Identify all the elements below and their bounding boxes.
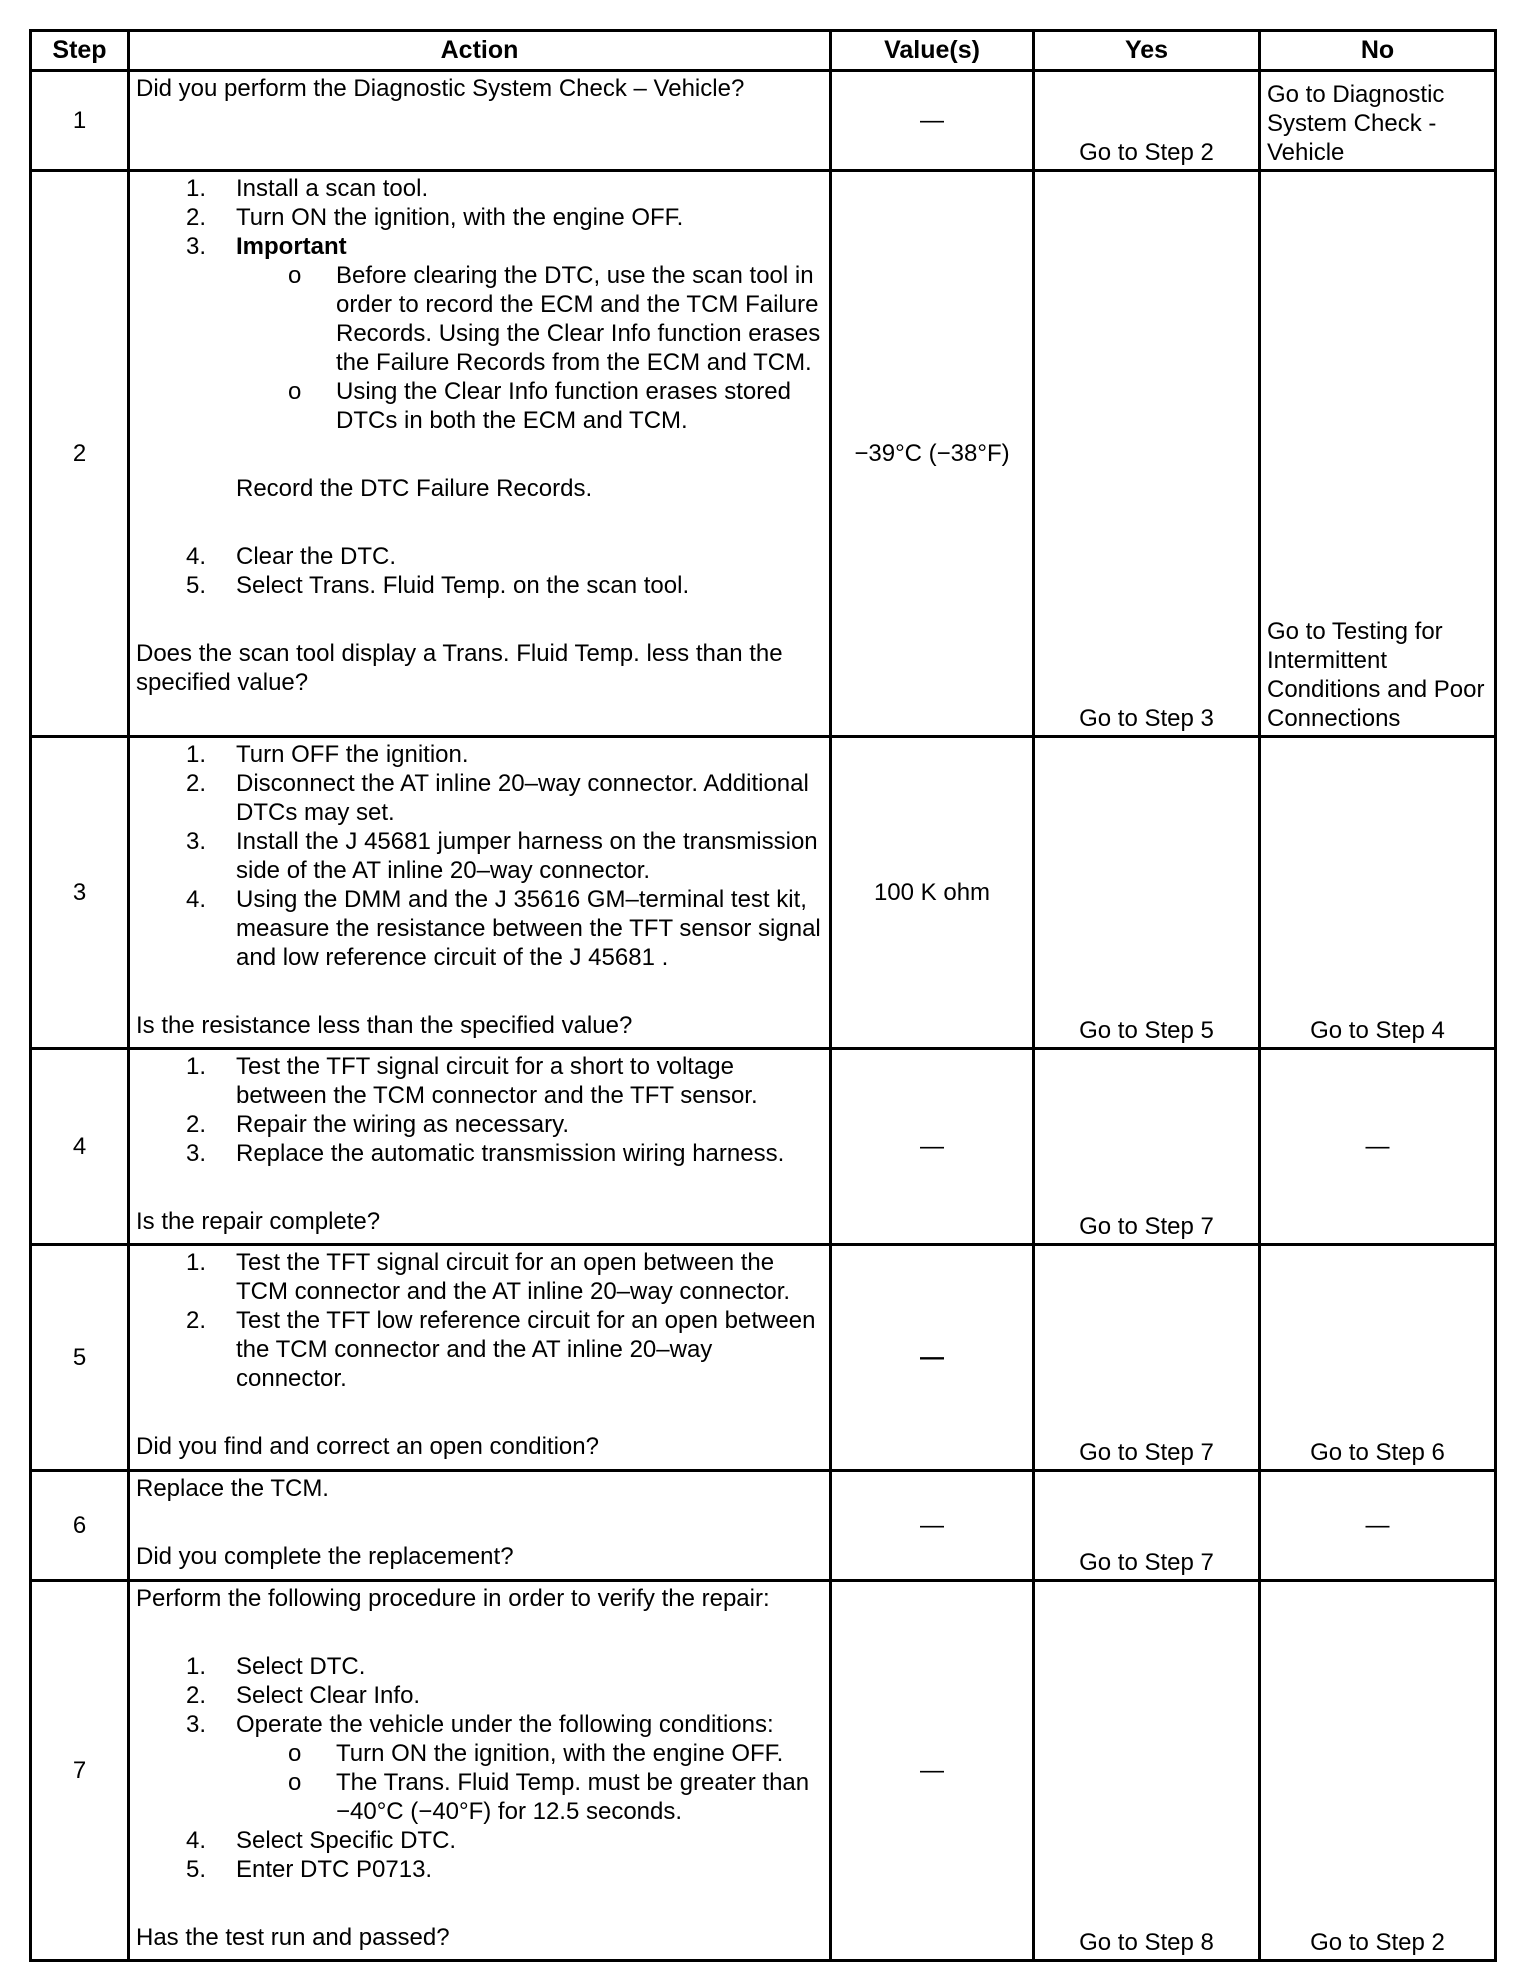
table-row bbox=[31, 71, 1496, 171]
no-text: Go to Diagnostic System Check - Vehicle bbox=[1267, 81, 1445, 166]
item-text: Disconnect the AT inline 20–way connector. Additional DTCs may set. bbox=[236, 770, 809, 826]
item-number: 2. bbox=[186, 1682, 207, 1709]
procedure-list bbox=[136, 1248, 823, 1393]
item-number: 2. bbox=[186, 204, 207, 231]
action-intro: Replace the TCM. bbox=[136, 1475, 329, 1502]
header-action: Action bbox=[129, 31, 831, 71]
value-cell: — bbox=[831, 1581, 1034, 1961]
list-item bbox=[136, 769, 823, 827]
yes-text: Go to Step 3 bbox=[1079, 705, 1214, 732]
list-item bbox=[136, 1710, 823, 1826]
sub-text: Before clearing the DTC, use the scan tool in order to record the ECM and the TCM Failure Records. Using the Clear Info function erases the Failure Records from the ECM and TCM. bbox=[336, 262, 821, 376]
yes-text: Go to Step 7 bbox=[1079, 1439, 1214, 1466]
item-number: 1. bbox=[186, 175, 207, 202]
yes-cell bbox=[1034, 1245, 1260, 1471]
list-item bbox=[136, 1855, 823, 1884]
sub-text: Turn ON the ignition, with the engine OFF. bbox=[336, 1740, 784, 1767]
sub-item bbox=[136, 377, 823, 435]
item-text: Turn ON the ignition, with the engine OFF. bbox=[236, 204, 684, 231]
bullet-icon: o bbox=[288, 262, 302, 289]
no-text: Go to Testing for Intermittent Conditions and Poor Connections bbox=[1267, 618, 1485, 732]
no-cell bbox=[1260, 1581, 1496, 1961]
yes-text: Go to Step 8 bbox=[1079, 1929, 1214, 1956]
action-cell bbox=[129, 171, 831, 737]
yes-cell bbox=[1034, 1581, 1260, 1961]
action-cell bbox=[129, 737, 831, 1049]
action-question: Is the resistance less than the specified value? bbox=[136, 1012, 633, 1039]
list-item bbox=[136, 1826, 823, 1855]
sub-item bbox=[136, 1739, 823, 1768]
step-number: 1 bbox=[31, 71, 129, 171]
item-text: Turn OFF the ignition. bbox=[236, 741, 469, 768]
bullet-icon: o bbox=[288, 1769, 302, 1796]
no-cell: — bbox=[1260, 1049, 1496, 1245]
no-text: Go to Step 2 bbox=[1310, 1929, 1445, 1956]
procedure-list bbox=[136, 174, 823, 435]
list-item bbox=[136, 1139, 823, 1168]
step-number: 3 bbox=[31, 737, 129, 1049]
yes-cell bbox=[1034, 1049, 1260, 1245]
sub-list bbox=[136, 261, 823, 435]
list-item bbox=[136, 542, 823, 571]
item-text: Clear the DTC. bbox=[236, 543, 397, 570]
procedure-list bbox=[136, 740, 823, 972]
yes-cell bbox=[1034, 1471, 1260, 1581]
item-number: 4. bbox=[186, 543, 207, 570]
item-number: 1. bbox=[186, 1653, 207, 1680]
procedure-list bbox=[136, 542, 823, 600]
step-number: 6 bbox=[31, 1471, 129, 1581]
action-question: Is the repair complete? bbox=[136, 1208, 381, 1235]
item-text: Install the J 45681 jumper harness on the transmission side of the AT inline 20–way connector. bbox=[236, 828, 818, 884]
table-row bbox=[31, 171, 1496, 737]
list-item bbox=[136, 571, 823, 600]
no-text: Go to Step 6 bbox=[1310, 1439, 1445, 1466]
bullet-icon: o bbox=[288, 378, 302, 405]
no-cell: — bbox=[1260, 1471, 1496, 1581]
action-cell bbox=[129, 71, 831, 171]
list-item bbox=[136, 1681, 823, 1710]
list-item bbox=[136, 1110, 823, 1139]
action-question: Did you complete the replacement? bbox=[136, 1543, 514, 1570]
item-text: Replace the automatic transmission wiring harness. bbox=[236, 1140, 785, 1167]
list-item bbox=[136, 740, 823, 769]
action-intro: Perform the following procedure in order to verify the repair: bbox=[136, 1585, 770, 1612]
procedure-list bbox=[136, 1652, 823, 1884]
item-number: 1. bbox=[186, 741, 207, 768]
list-item bbox=[136, 203, 823, 232]
sub-text: The Trans. Fluid Temp. must be greater than −40°C (−40°F) for 12.5 seconds. bbox=[336, 1769, 810, 1825]
no-text: Go to Step 4 bbox=[1310, 1017, 1445, 1044]
action-question: Did you find and correct an open condition? bbox=[136, 1433, 599, 1460]
table-row bbox=[31, 1581, 1496, 1961]
yes-text: Go to Step 2 bbox=[1079, 139, 1214, 166]
step-number: 4 bbox=[31, 1049, 129, 1245]
item-text: Select Trans. Fluid Temp. on the scan tool. bbox=[236, 572, 690, 599]
header-no: No bbox=[1260, 31, 1496, 71]
value-cell: — bbox=[831, 1471, 1034, 1581]
no-cell bbox=[1260, 171, 1496, 737]
sub-list bbox=[136, 1739, 823, 1826]
yes-text: Go to Step 5 bbox=[1079, 1017, 1214, 1044]
value-cell: 100 K ohm bbox=[831, 737, 1034, 1049]
action-question: Did you perform the Diagnostic System Check – Vehicle? bbox=[136, 75, 745, 102]
bullet-icon: o bbox=[288, 1740, 302, 1767]
procedure-list bbox=[136, 1052, 823, 1168]
item-text: Select DTC. bbox=[236, 1653, 366, 1680]
sub-text: Using the Clear Info function erases stored DTCs in both the ECM and TCM. bbox=[336, 378, 791, 434]
header-values: Value(s) bbox=[831, 31, 1034, 71]
item-text: Install a scan tool. bbox=[236, 175, 429, 202]
value-cell: — bbox=[831, 1049, 1034, 1245]
yes-text: Go to Step 7 bbox=[1079, 1213, 1214, 1240]
table-row bbox=[31, 737, 1496, 1049]
value-cell: −39°C (−38°F) bbox=[831, 171, 1034, 737]
list-item bbox=[136, 1306, 823, 1393]
action-cell bbox=[129, 1471, 831, 1581]
item-text: Select Clear Info. bbox=[236, 1682, 421, 1709]
item-text: Test the TFT signal circuit for a short to voltage between the TCM connector and the TFT sensor. bbox=[236, 1053, 758, 1109]
item-number: 2. bbox=[186, 770, 207, 797]
header-step: Step bbox=[31, 31, 129, 71]
list-item bbox=[136, 232, 823, 435]
value-cell: — bbox=[831, 71, 1034, 171]
item-number: 4. bbox=[186, 886, 207, 913]
item-text: Test the TFT low reference circuit for an open between the TCM connector and the AT inline 20–way connector. bbox=[236, 1307, 816, 1392]
item-text: Using the DMM and the J 35616 GM–terminal test kit, measure the resistance between the TFT sensor signal and low reference circuit of the J 45681 . bbox=[236, 886, 821, 971]
list-item bbox=[136, 1052, 823, 1110]
table-row bbox=[31, 1471, 1496, 1581]
item-number: 5. bbox=[186, 1856, 207, 1883]
action-question: Has the test run and passed? bbox=[136, 1924, 450, 1951]
item-number: 3. bbox=[186, 1140, 207, 1167]
action-note: Record the DTC Failure Records. bbox=[236, 475, 593, 502]
list-item bbox=[136, 1248, 823, 1306]
item-number: 5. bbox=[186, 572, 207, 599]
item-number: 3. bbox=[186, 1711, 207, 1738]
sub-item bbox=[136, 261, 823, 377]
item-number: 1. bbox=[186, 1053, 207, 1080]
table-row bbox=[31, 1049, 1496, 1245]
yes-cell bbox=[1034, 71, 1260, 171]
item-text: Enter DTC P0713. bbox=[236, 1856, 433, 1883]
yes-cell bbox=[1034, 737, 1260, 1049]
step-number: 7 bbox=[31, 1581, 129, 1961]
diagnostic-table bbox=[29, 29, 1497, 1962]
action-cell bbox=[129, 1581, 831, 1961]
step-number: 5 bbox=[31, 1245, 129, 1471]
important-label: Important bbox=[236, 233, 347, 260]
no-cell bbox=[1260, 1245, 1496, 1471]
item-text: Select Specific DTC. bbox=[236, 1827, 457, 1854]
action-cell bbox=[129, 1049, 831, 1245]
header-yes: Yes bbox=[1034, 31, 1260, 71]
no-cell bbox=[1260, 71, 1496, 171]
step-number: 2 bbox=[31, 171, 129, 737]
item-text: Test the TFT signal circuit for an open between the TCM connector and the AT inline 20–way connector. bbox=[236, 1249, 791, 1305]
value-cell: — bbox=[831, 1245, 1034, 1471]
item-number: 3. bbox=[186, 828, 207, 855]
yes-text: Go to Step 7 bbox=[1079, 1549, 1214, 1576]
item-number: 1. bbox=[186, 1249, 207, 1276]
action-cell bbox=[129, 1245, 831, 1471]
list-item bbox=[136, 827, 823, 885]
item-text: Operate the vehicle under the following conditions: bbox=[236, 1711, 774, 1738]
action-question: Does the scan tool display a Trans. Fluid Temp. less than the specified value? bbox=[136, 640, 783, 696]
item-number: 2. bbox=[186, 1111, 207, 1138]
list-item bbox=[136, 174, 823, 203]
item-number: 2. bbox=[186, 1307, 207, 1334]
yes-cell bbox=[1034, 171, 1260, 737]
table-row bbox=[31, 1245, 1496, 1471]
sub-item bbox=[136, 1768, 823, 1826]
item-number: 4. bbox=[186, 1827, 207, 1854]
item-number: 3. bbox=[186, 233, 207, 260]
item-text: Repair the wiring as necessary. bbox=[236, 1111, 570, 1138]
list-item bbox=[136, 885, 823, 972]
header-row bbox=[31, 31, 1496, 71]
no-cell bbox=[1260, 737, 1496, 1049]
list-item bbox=[136, 1652, 823, 1681]
